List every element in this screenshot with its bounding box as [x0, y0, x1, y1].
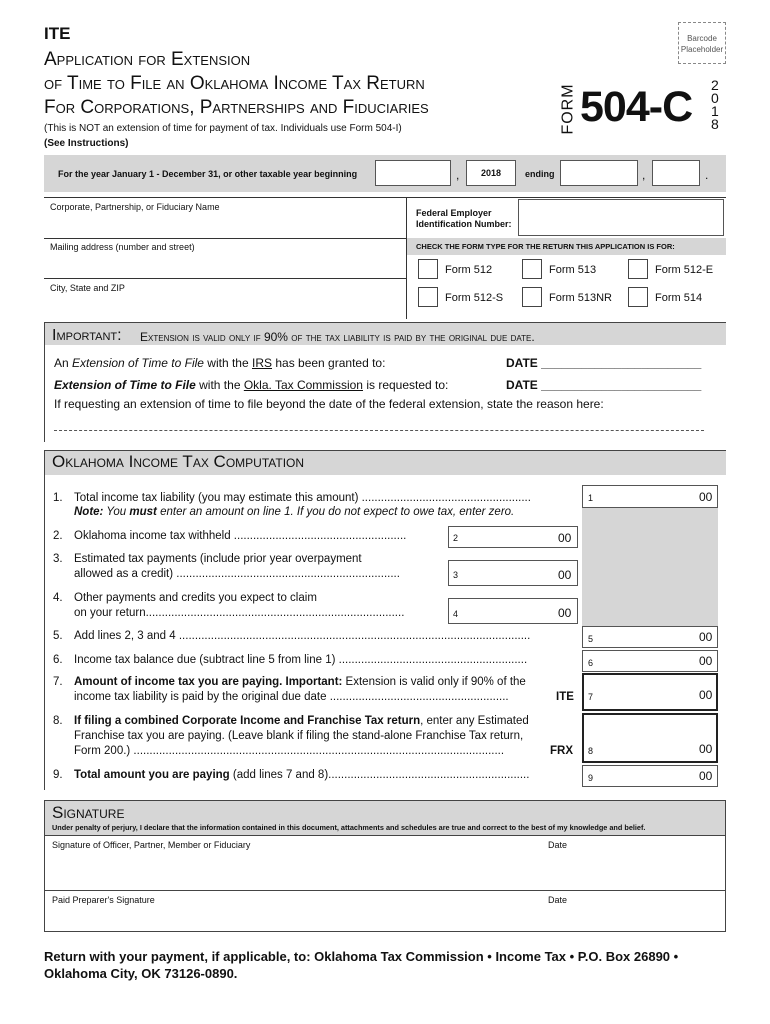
line-8-text-cont2: Form 200.) ....................................................................................................................	[74, 745, 505, 757]
line-8-amount-input[interactable]	[582, 713, 718, 763]
line-9-cents: 00	[699, 769, 713, 783]
line-1-number: 1.	[53, 492, 63, 504]
line-1-cents: 00	[699, 490, 713, 504]
page-title	[44, 48, 429, 120]
label-form-513: Form 513	[549, 264, 597, 276]
checkbox-form-512s[interactable]	[418, 287, 438, 307]
see-instructions: (See Instructions)	[44, 138, 129, 149]
line-1-box-number: 1	[588, 493, 594, 503]
officer-date-input[interactable]	[546, 852, 721, 888]
line-6-number: 6.	[53, 654, 63, 666]
line-5-text: Add lines 2, 3 and 4 ..............................................................................................................	[74, 630, 531, 642]
fein-input[interactable]	[518, 199, 724, 236]
officer-signature-input[interactable]	[50, 852, 540, 888]
line-9-box-number: 9	[588, 773, 594, 783]
officer-signature-label: Signature of Officer, Partner, Member or Fiduciary	[52, 840, 251, 850]
line-7-number: 7.	[53, 676, 63, 688]
label-form-512: Form 512	[445, 264, 493, 276]
barcode-placeholder: Barcode Placeholder	[678, 22, 726, 64]
line-8-cents: 00	[699, 742, 713, 756]
line-9-number: 9.	[53, 769, 63, 781]
line-8-tag: FRX	[550, 745, 573, 757]
line-8-text: If filing a combined Corporate Income and Franchise Tax return, enter any Estimated	[74, 715, 529, 727]
title-line-1: Application for Extension	[44, 49, 251, 70]
comma: ,	[642, 168, 646, 182]
line-2-number: 2.	[53, 530, 63, 542]
officer-date-label: Date	[548, 840, 568, 850]
tax-year-input[interactable]: 2018	[466, 160, 516, 186]
line-1-note: Note: You must enter an amount on line 1. If you do not expect to owe tax, enter zero.	[74, 506, 515, 518]
form-code: ITE	[44, 24, 71, 43]
form-year: 2 0 1 8	[711, 77, 719, 132]
form-type-header: CHECK THE FORM TYPE FOR THE RETURN THIS APPLICATION IS FOR:	[416, 242, 675, 251]
line-5-box-number: 5	[588, 634, 594, 644]
city-state-zip-input[interactable]	[44, 295, 404, 317]
ending-year-input[interactable]	[652, 160, 700, 186]
line-8-box-number: 8	[588, 746, 594, 756]
line-7-cents: 00	[699, 688, 713, 702]
important-text: Extension is valid only if 90% of the tax liability is paid by the original due date.	[140, 330, 535, 344]
preparer-signature-label: Paid Preparer's Signature	[52, 895, 155, 905]
fein-label: Federal Employer Identification Number:	[416, 208, 512, 229]
line-9-amount-input[interactable]	[582, 765, 718, 787]
line-2-cents: 00	[558, 531, 572, 545]
line-7-tag: ITE	[556, 691, 574, 703]
checkbox-form-512e[interactable]	[628, 259, 648, 279]
extension-note: (This is NOT an extension of time for payment of tax. Individuals use Form 504-I)	[44, 123, 402, 134]
reason-label: If requesting an extension of time to file beyond the date of the federal extension, state the reason here:	[54, 397, 604, 411]
checkbox-form-513[interactable]	[522, 259, 542, 279]
form-label: FORM	[559, 83, 577, 135]
label-form-514: Form 514	[655, 292, 703, 304]
name-input[interactable]	[44, 212, 404, 234]
line-3-cents: 00	[558, 568, 572, 582]
line-5-amount-input[interactable]	[582, 626, 718, 648]
label-form-513nr: Form 513NR	[549, 292, 612, 304]
perjury-statement: Under penalty of perjury, I declare that the information contained in this document, attachments and schedules are true and correct to the best of my knowledge and belief.	[52, 823, 646, 832]
return-address: Return with your payment, if applicable, to: Oklahoma Tax Commission • Income Tax • P.O. Box 26890 • Oklahoma City, OK 73126-0890.	[44, 949, 679, 981]
irs-date-field[interactable]: DATE ________________________	[506, 356, 702, 370]
line-3-text-cont: allowed as a credit) ......................................................................	[74, 568, 400, 580]
signature-title: Signature	[52, 803, 125, 822]
preparer-date-label: Date	[548, 895, 568, 905]
computation-title: Oklahoma Income Tax Computation	[52, 452, 305, 471]
important-title: Important:	[52, 327, 122, 344]
comma: ,	[456, 168, 460, 182]
reason-input[interactable]	[54, 414, 704, 431]
line-2-text: Oklahoma income tax withheld ......................................................	[74, 530, 407, 542]
title-line-2: of Time to File an Oklahoma Income Tax Return	[44, 73, 425, 94]
line-7-amount-input[interactable]	[582, 673, 718, 711]
line-4-text-cont: on your return.................................................................................	[74, 607, 405, 619]
line-9-text: Total amount you are paying (add lines 7 and 8)...............................................................	[74, 769, 530, 781]
line-6-box-number: 6	[588, 658, 594, 668]
label-form-512s: Form 512-S	[445, 292, 504, 304]
line-8-number: 8.	[53, 715, 63, 727]
line-4-text: Other payments and credits you expect to claim	[74, 592, 317, 604]
line-7-text: Amount of income tax you are paying. Important: Extension is valid only if 90% of the	[74, 676, 526, 688]
tax-year-label: For the year January 1 - December 31, or other taxable year beginning	[58, 169, 358, 179]
line-6-text: Income tax balance due (subtract line 5 from line 1) ...........................................................	[74, 654, 528, 666]
checkbox-form-512[interactable]	[418, 259, 438, 279]
okla-extension-text: Extension of Time to File with the Okla. Tax Commission is requested to:	[54, 378, 449, 392]
line-8-text-cont: Franchise tax you are paying. (Leave blank if filing the stand-alone Franchise Tax return,	[74, 730, 524, 742]
ending-month-day-input[interactable]	[560, 160, 638, 186]
line-7-box-number: 7	[588, 692, 594, 702]
preparer-signature-input[interactable]	[50, 906, 540, 930]
beginning-month-day-input[interactable]	[375, 160, 451, 186]
line-2-box-number: 2	[453, 533, 459, 543]
line-3-number: 3.	[53, 553, 63, 565]
address-label: Mailing address (number and street)	[50, 242, 195, 252]
checkbox-form-514[interactable]	[628, 287, 648, 307]
preparer-date-input[interactable]	[546, 906, 721, 930]
ending-label: ending	[525, 169, 555, 179]
label-form-512e: Form 512-E	[655, 264, 714, 276]
line-6-amount-input[interactable]	[582, 650, 718, 672]
title-line-3: For Corporations, Partnerships and Fiduciaries	[44, 97, 429, 118]
shaded-area	[582, 508, 718, 626]
line-5-number: 5.	[53, 630, 63, 642]
line-4-number: 4.	[53, 592, 63, 604]
line-4-box-number: 4	[453, 609, 459, 619]
line-1-amount-input[interactable]	[582, 485, 718, 508]
form-number: 504-C	[580, 83, 693, 131]
name-label: Corporate, Partnership, or Fiduciary Name	[50, 202, 220, 212]
address-input[interactable]	[44, 252, 404, 274]
city-label: City, State and ZIP	[50, 283, 125, 293]
period: .	[705, 168, 709, 182]
irs-extension-text: An Extension of Time to File with the IRS has been granted to:	[54, 356, 386, 370]
line-6-cents: 00	[699, 654, 713, 668]
line-5-cents: 00	[699, 630, 713, 644]
checkbox-form-513nr[interactable]	[522, 287, 542, 307]
line-1-text: Total income tax liability (you may estimate this amount) .....................................................	[74, 492, 531, 504]
line-4-cents: 00	[558, 606, 572, 620]
line-7-text-cont: income tax liability is paid by the original due date ........................................................	[74, 691, 509, 703]
line-3-box-number: 3	[453, 570, 459, 580]
line-3-text: Estimated tax payments (include prior year overpayment	[74, 553, 362, 565]
okla-date-field[interactable]: DATE ________________________	[506, 378, 702, 392]
